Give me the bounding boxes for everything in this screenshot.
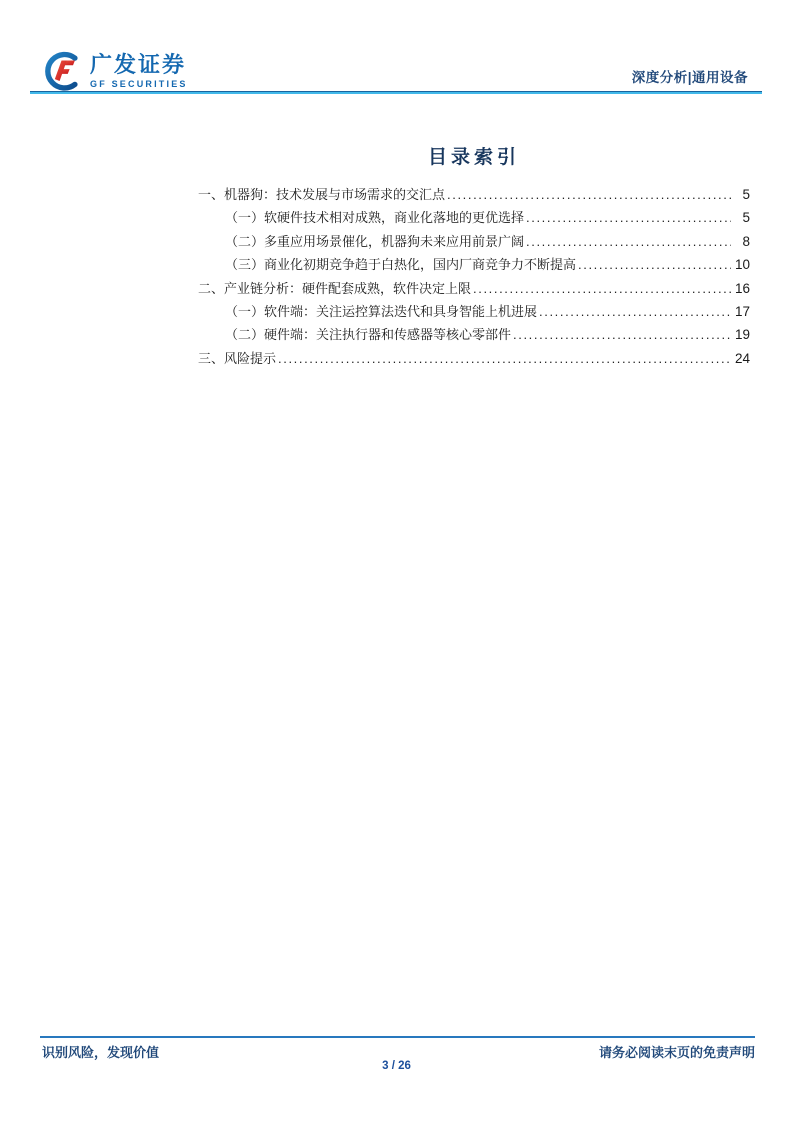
toc-item-4[interactable] <box>198 254 750 277</box>
footer-disclaimer-note: 请务必阅读末页的免责声明 <box>598 1045 755 1060</box>
toc-item-label: 二、产业链分析：硬件配套成熟，软件决定上限 <box>198 281 472 297</box>
toc-item-5[interactable] <box>198 278 750 301</box>
toc-item-7[interactable] <box>198 324 750 347</box>
toc-item-2[interactable] <box>198 207 750 230</box>
logo-en-name: GF SECURITIES <box>90 78 188 89</box>
toc-page-number: 17 <box>734 304 750 320</box>
toc-page-number: 19 <box>734 327 750 343</box>
toc-item-label: （二）多重应用场景催化，机器狗未来应用前景广阔 <box>225 234 525 250</box>
toc-item-8[interactable] <box>198 348 750 371</box>
page-header <box>40 46 753 92</box>
toc-page-number: 24 <box>734 350 750 366</box>
toc-item-label: 一、机器狗：技术发展与市场需求的交汇点 <box>198 188 446 203</box>
toc-item-label: （二）硬件端：关注执行器和传感器等核心零部件 <box>225 328 512 344</box>
footer-slogan: 识别风险，发现价值 <box>42 1045 160 1060</box>
report-type: 深度分析 <box>631 70 688 85</box>
toc-page-number: 5 <box>742 210 750 226</box>
toc-item-label: （一）软硬件技术相对成熟，商业化落地的更优选择 <box>225 211 525 227</box>
header-divider <box>30 91 762 94</box>
gf-logo-icon <box>40 48 84 94</box>
toc-page-number: 16 <box>734 280 750 296</box>
toc-item-label: 三、风险提示 <box>198 351 277 367</box>
toc-item-1[interactable] <box>198 184 750 207</box>
gf-securities-logo <box>40 48 188 94</box>
toc-item-3[interactable] <box>198 231 750 254</box>
footer-divider <box>40 1036 755 1038</box>
logo-text <box>90 53 188 88</box>
page-number-indicator: 3 / 26 <box>382 1060 411 1072</box>
toc-leader-dots <box>539 301 731 324</box>
toc-page-number: 5 <box>742 187 750 202</box>
toc-leader-dots <box>473 278 731 301</box>
toc-leader-dots <box>278 348 731 371</box>
toc-page-number: 8 <box>742 233 750 249</box>
toc-page-number: 10 <box>734 257 750 273</box>
toc-item-6[interactable] <box>198 301 750 324</box>
toc-leader-dots <box>513 324 731 347</box>
report-category-label <box>632 66 748 86</box>
toc-leader-dots <box>578 254 731 277</box>
toc-leader-dots <box>526 207 731 230</box>
toc-item-label: （三）商业化初期竞争趋于白热化，国内厂商竞争力不断提高 <box>225 258 577 274</box>
category-separator: | <box>687 70 692 85</box>
toc-leader-dots <box>526 231 731 254</box>
industry-name: 通用设备 <box>692 70 748 85</box>
toc-title: 目录索引 <box>427 146 520 168</box>
toc-item-label: （一）软件端：关注运控算法迭代和具身智能上机进展 <box>225 305 538 321</box>
logo-cn-name: 广发证券 <box>90 52 187 78</box>
table-of-contents <box>198 142 750 371</box>
toc-leader-dots <box>447 184 731 207</box>
